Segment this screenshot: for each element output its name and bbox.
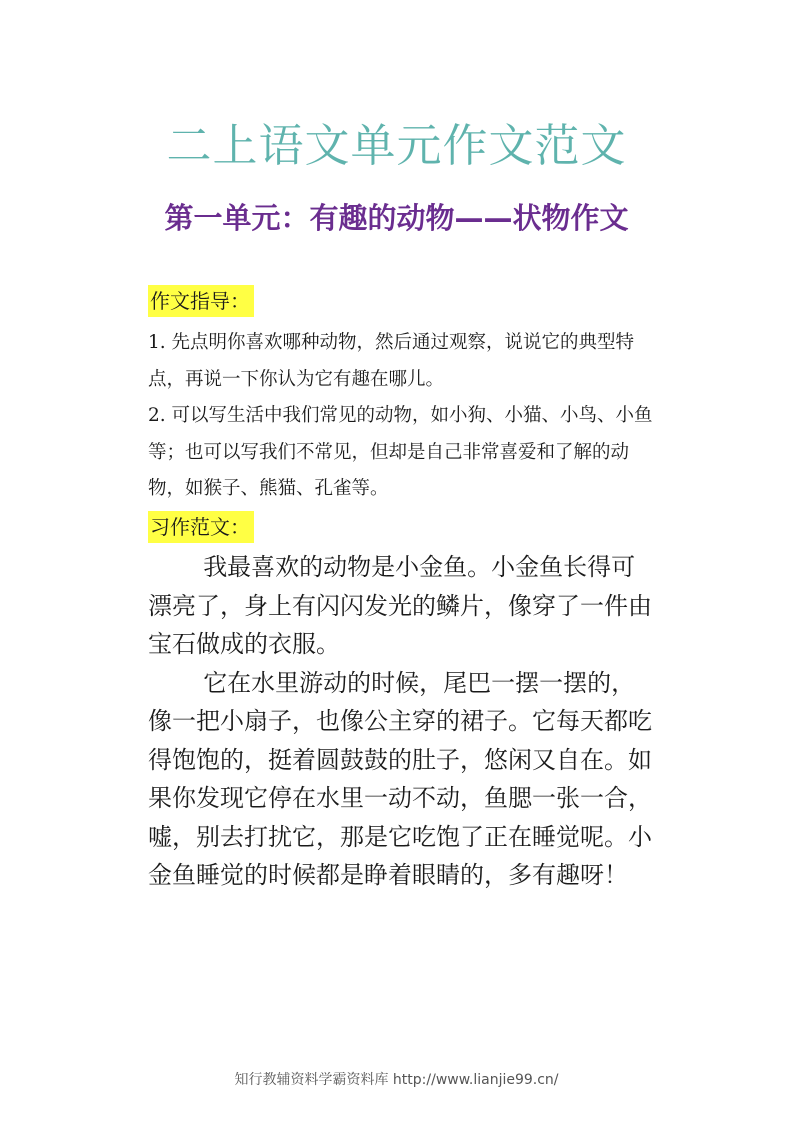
essay-paragraph: 它在水里游动的时候，尾巴一摆一摆的，像一把小扇子，也像公主穿的裙子。它每天都吃得饱饱的，挺着圆鼓鼓的肚子，悠闲又自在。如果你发现它停在水里一动不动，鱼腮一张一合，嘘，别去打扰它，那是它吃饱了正在睡觉呢。小金鱼睡觉的时候都是睁着眼睛的，多有趣呀！ (148, 668, 652, 889)
unit-subtitle: 第一单元：有趣的动物——状物作文 (164, 201, 629, 235)
footer-source: 知行教辅资料学霸资料库 http://www.lianjie99.cn/ (234, 1072, 559, 1088)
guide-item: 1. 先点明你喜欢哪种动物，然后通过观察，说说它的典型特点，再说一下你认为它有趣在哪儿。 (148, 332, 635, 390)
guide-label: 作文指导： (148, 285, 254, 317)
guide-section (148, 325, 658, 508)
sample-label: 习作范文： (148, 511, 254, 543)
sample-essay (148, 548, 656, 895)
essay-paragraph: 我最喜欢的动物是小金鱼。小金鱼长得可漂亮了，身上有闪闪发光的鳞片，像穿了一件由宝石做成的衣服。 (148, 553, 652, 658)
guide-item: 2. 可以写生活中我们常见的动物，如小狗、小猫、小鸟、小鱼等；也可以写我们不常见，但却是自己非常喜爱和了解的动物，如猴子、熊猫、孔雀等。 (148, 405, 653, 499)
page-title: 二上语文单元作文范文 (166, 119, 627, 172)
